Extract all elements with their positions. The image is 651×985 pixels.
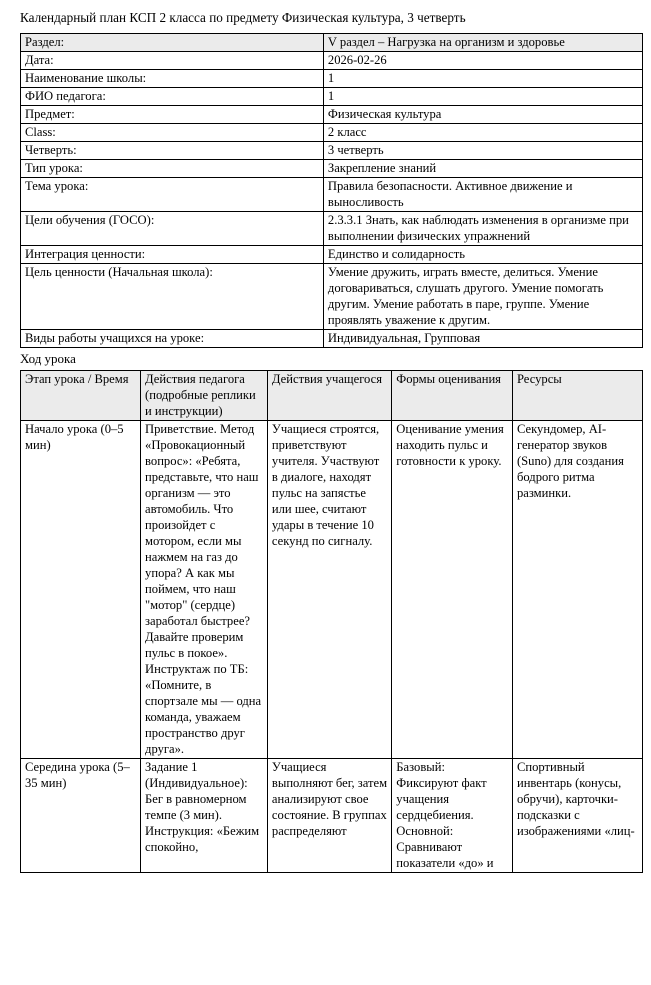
info-row-value: Индивидуальная, Групповая — [323, 330, 642, 348]
column-header-assessment: Формы оценивания — [392, 371, 513, 421]
info-row-value: 2.3.3.1 Знать, как наблюдать изменения в организме при выполнении физических упражнений — [323, 212, 642, 246]
info-row-label: Виды работы учащихся на уроке: — [21, 330, 324, 348]
info-row-label: Наименование школы: — [21, 70, 324, 88]
assessment-cell: Базовый: Фиксируют факт учащения сердцебиения. Основной: Сравнивают показатели «до» и — [392, 759, 513, 873]
info-row-label: Тема урока: — [21, 178, 324, 212]
lesson-flow-heading: Ход урока — [20, 351, 76, 366]
student-actions-cell: Учащиеся строятся, приветствуют учителя. Участвуют в диалоге, находят пульс на запястье или шее, считают удары в течение 10 секунд по сигналу. — [267, 421, 391, 759]
table-row — [21, 178, 643, 212]
info-row-label: Раздел: — [21, 34, 324, 52]
info-row-value: 2 класс — [323, 124, 642, 142]
info-row-value: 1 — [323, 88, 642, 106]
table-row — [21, 142, 643, 160]
table-row — [21, 330, 643, 348]
info-row-value: 2026-02-26 — [323, 52, 642, 70]
table-row — [21, 88, 643, 106]
info-row-value: V раздел – Нагрузка на организм и здоровье — [323, 34, 642, 52]
table-row — [21, 264, 643, 330]
page-title: Календарный план КСП 2 класса по предмету Физическая культура, 3 четверть — [20, 10, 466, 25]
column-header-resources: Ресурсы — [512, 371, 642, 421]
info-row-label: Цель ценности (Начальная школа): — [21, 264, 324, 330]
table-row — [21, 160, 643, 178]
lesson-table — [20, 370, 643, 873]
info-row-value: 3 четверть — [323, 142, 642, 160]
assessment-cell: Оценивание умения находить пульс и готовности к уроку. — [392, 421, 513, 759]
info-row-label: Предмет: — [21, 106, 324, 124]
info-row-value: Закрепление знаний — [323, 160, 642, 178]
teacher-actions-cell: Задание 1 (Индивидуальное): Бег в равномерном темпе (3 мин). Инструкция: «Бежим спокойно, — [141, 759, 268, 873]
stage-cell: Начало урока (0–5 мин) — [21, 421, 141, 759]
column-header-stage: Этап урока / Время — [21, 371, 141, 421]
resources-cell: Секундомер, AI-генератор звуков (Suno) для создания бодрого ритма разминки. — [512, 421, 642, 759]
table-row — [21, 52, 643, 70]
info-row-value: Умение дружить, играть вместе, делиться. Умение договариваться, слушать другого. Умение помогать другим. Умение работать в паре, группе. Умение проявлять уважение к другим. — [323, 264, 642, 330]
column-header-teacher-actions: Действия педагога (подробные реплики и инструкции) — [141, 371, 268, 421]
table-row — [21, 70, 643, 88]
info-row-value: Правила безопасности. Активное движение и выносливость — [323, 178, 642, 212]
teacher-actions-cell: Приветствие. Метод «Провокационный вопрос»: «Ребята, представьте, что наш организм — это автомобиль. Что произойдет с мотором, если мы нажмем на газ до упора? А как мы поймем, что наш "мотор" (сердце) заработал быстрее? Давайте проверим пульс в покое». Инструктаж по ТБ: «Помните, в спортзале мы — одна команда, уважаем пространство друг друга». — [141, 421, 268, 759]
table-row — [21, 34, 643, 52]
table-row — [21, 106, 643, 124]
info-row-label: ФИО педагога: — [21, 88, 324, 106]
info-row-label: Тип урока: — [21, 160, 324, 178]
info-row-value: Единство и солидарность — [323, 246, 642, 264]
table-row — [21, 124, 643, 142]
table-header-row — [21, 371, 643, 421]
info-row-value: Физическая культура — [323, 106, 642, 124]
resources-cell: Спортивный инвентарь (конусы, обручи), карточки-подсказки с изображениями «лиц- — [512, 759, 642, 873]
info-row-label: Четверть: — [21, 142, 324, 160]
table-row — [21, 421, 643, 759]
info-row-label: Интеграция ценности: — [21, 246, 324, 264]
info-row-label: Class: — [21, 124, 324, 142]
table-row — [21, 246, 643, 264]
stage-cell: Середина урока (5–35 мин) — [21, 759, 141, 873]
info-row-label: Дата: — [21, 52, 324, 70]
table-row — [21, 759, 643, 873]
info-row-value: 1 — [323, 70, 642, 88]
info-table — [20, 33, 643, 348]
student-actions-cell: Учащиеся выполняют бег, затем анализируют свое состояние. В группах распределяют — [267, 759, 391, 873]
table-row — [21, 212, 643, 246]
info-row-label: Цели обучения (ГОСО): — [21, 212, 324, 246]
column-header-student-actions: Действия учащегося — [267, 371, 391, 421]
